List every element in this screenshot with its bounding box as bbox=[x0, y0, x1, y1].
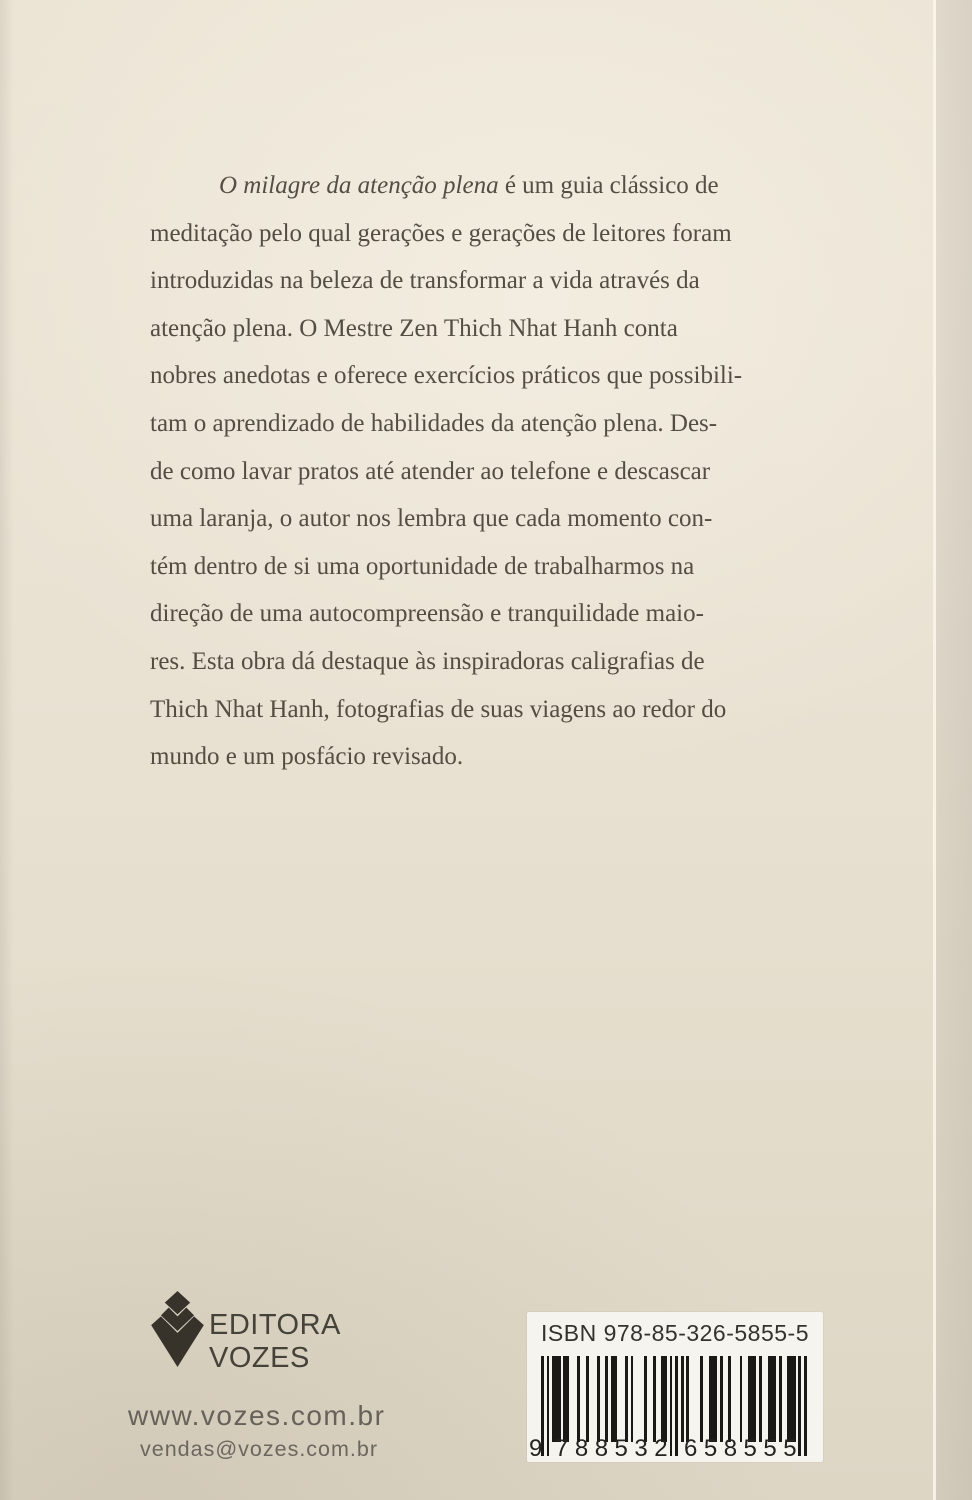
paragraph-line: tém dentro de si uma oportunidade de trabalharmos na bbox=[150, 552, 695, 580]
publisher-name bbox=[209, 1309, 341, 1375]
paragraph-line: res. Esta obra dá destaque às inspiradoras caligrafias de bbox=[150, 647, 705, 675]
paragraph-line: Thich Nhat Hanh, fotografias de suas viagens ao redor do bbox=[150, 695, 727, 723]
paragraph-line: mundo e um posfácio revisado. bbox=[150, 743, 464, 771]
paragraph-line: tam o aprendizado de habilidades da atenção plena. Des- bbox=[150, 409, 718, 437]
paragraph-line: O milagre da atenção plena é um guia clássico de bbox=[219, 172, 719, 199]
isbn-barcode-label bbox=[527, 1312, 823, 1462]
paragraph-line: de como lavar pratos até atender ao telefone e descascar bbox=[150, 457, 711, 485]
paragraph-line: uma laranja, o autor nos lembra que cada momento con- bbox=[150, 505, 713, 533]
book-title-italic: O milagre da atenção plena bbox=[219, 172, 499, 199]
barcode-digit-group: 9 bbox=[529, 1435, 543, 1462]
barcode-digit-group: 658555 bbox=[684, 1435, 804, 1462]
publisher-email: vendas@vozes.com.br bbox=[140, 1437, 378, 1461]
synopsis-paragraph bbox=[150, 162, 823, 781]
paragraph-line: meditação pelo qual gerações e gerações de leitores foram bbox=[150, 219, 732, 247]
paragraph-line: introduzidas na beleza de transformar a vida através da bbox=[150, 267, 700, 295]
page-edge-shade bbox=[936, 0, 972, 1500]
publisher-website: www.vozes.com.br bbox=[128, 1400, 386, 1431]
paragraph-line: atenção plena. O Mestre Zen Thich Nhat Hanh conta bbox=[150, 314, 678, 342]
paragraph-line: direção de uma autocompreensão e tranquilidade maio- bbox=[150, 600, 704, 628]
isbn-label: ISBN 978-85-326-5855-5 bbox=[541, 1320, 809, 1346]
paragraph-line: nobres anedotas e oferece exercícios práticos que possibili- bbox=[150, 362, 743, 390]
barcode-digit-group: 788532 bbox=[555, 1435, 675, 1462]
barcode-digits bbox=[529, 1435, 809, 1462]
vozes-diamond-icon bbox=[150, 1290, 205, 1373]
publisher-name-line1: EDITORA bbox=[209, 1309, 341, 1341]
publisher-name-line2: VOZES bbox=[209, 1342, 310, 1374]
